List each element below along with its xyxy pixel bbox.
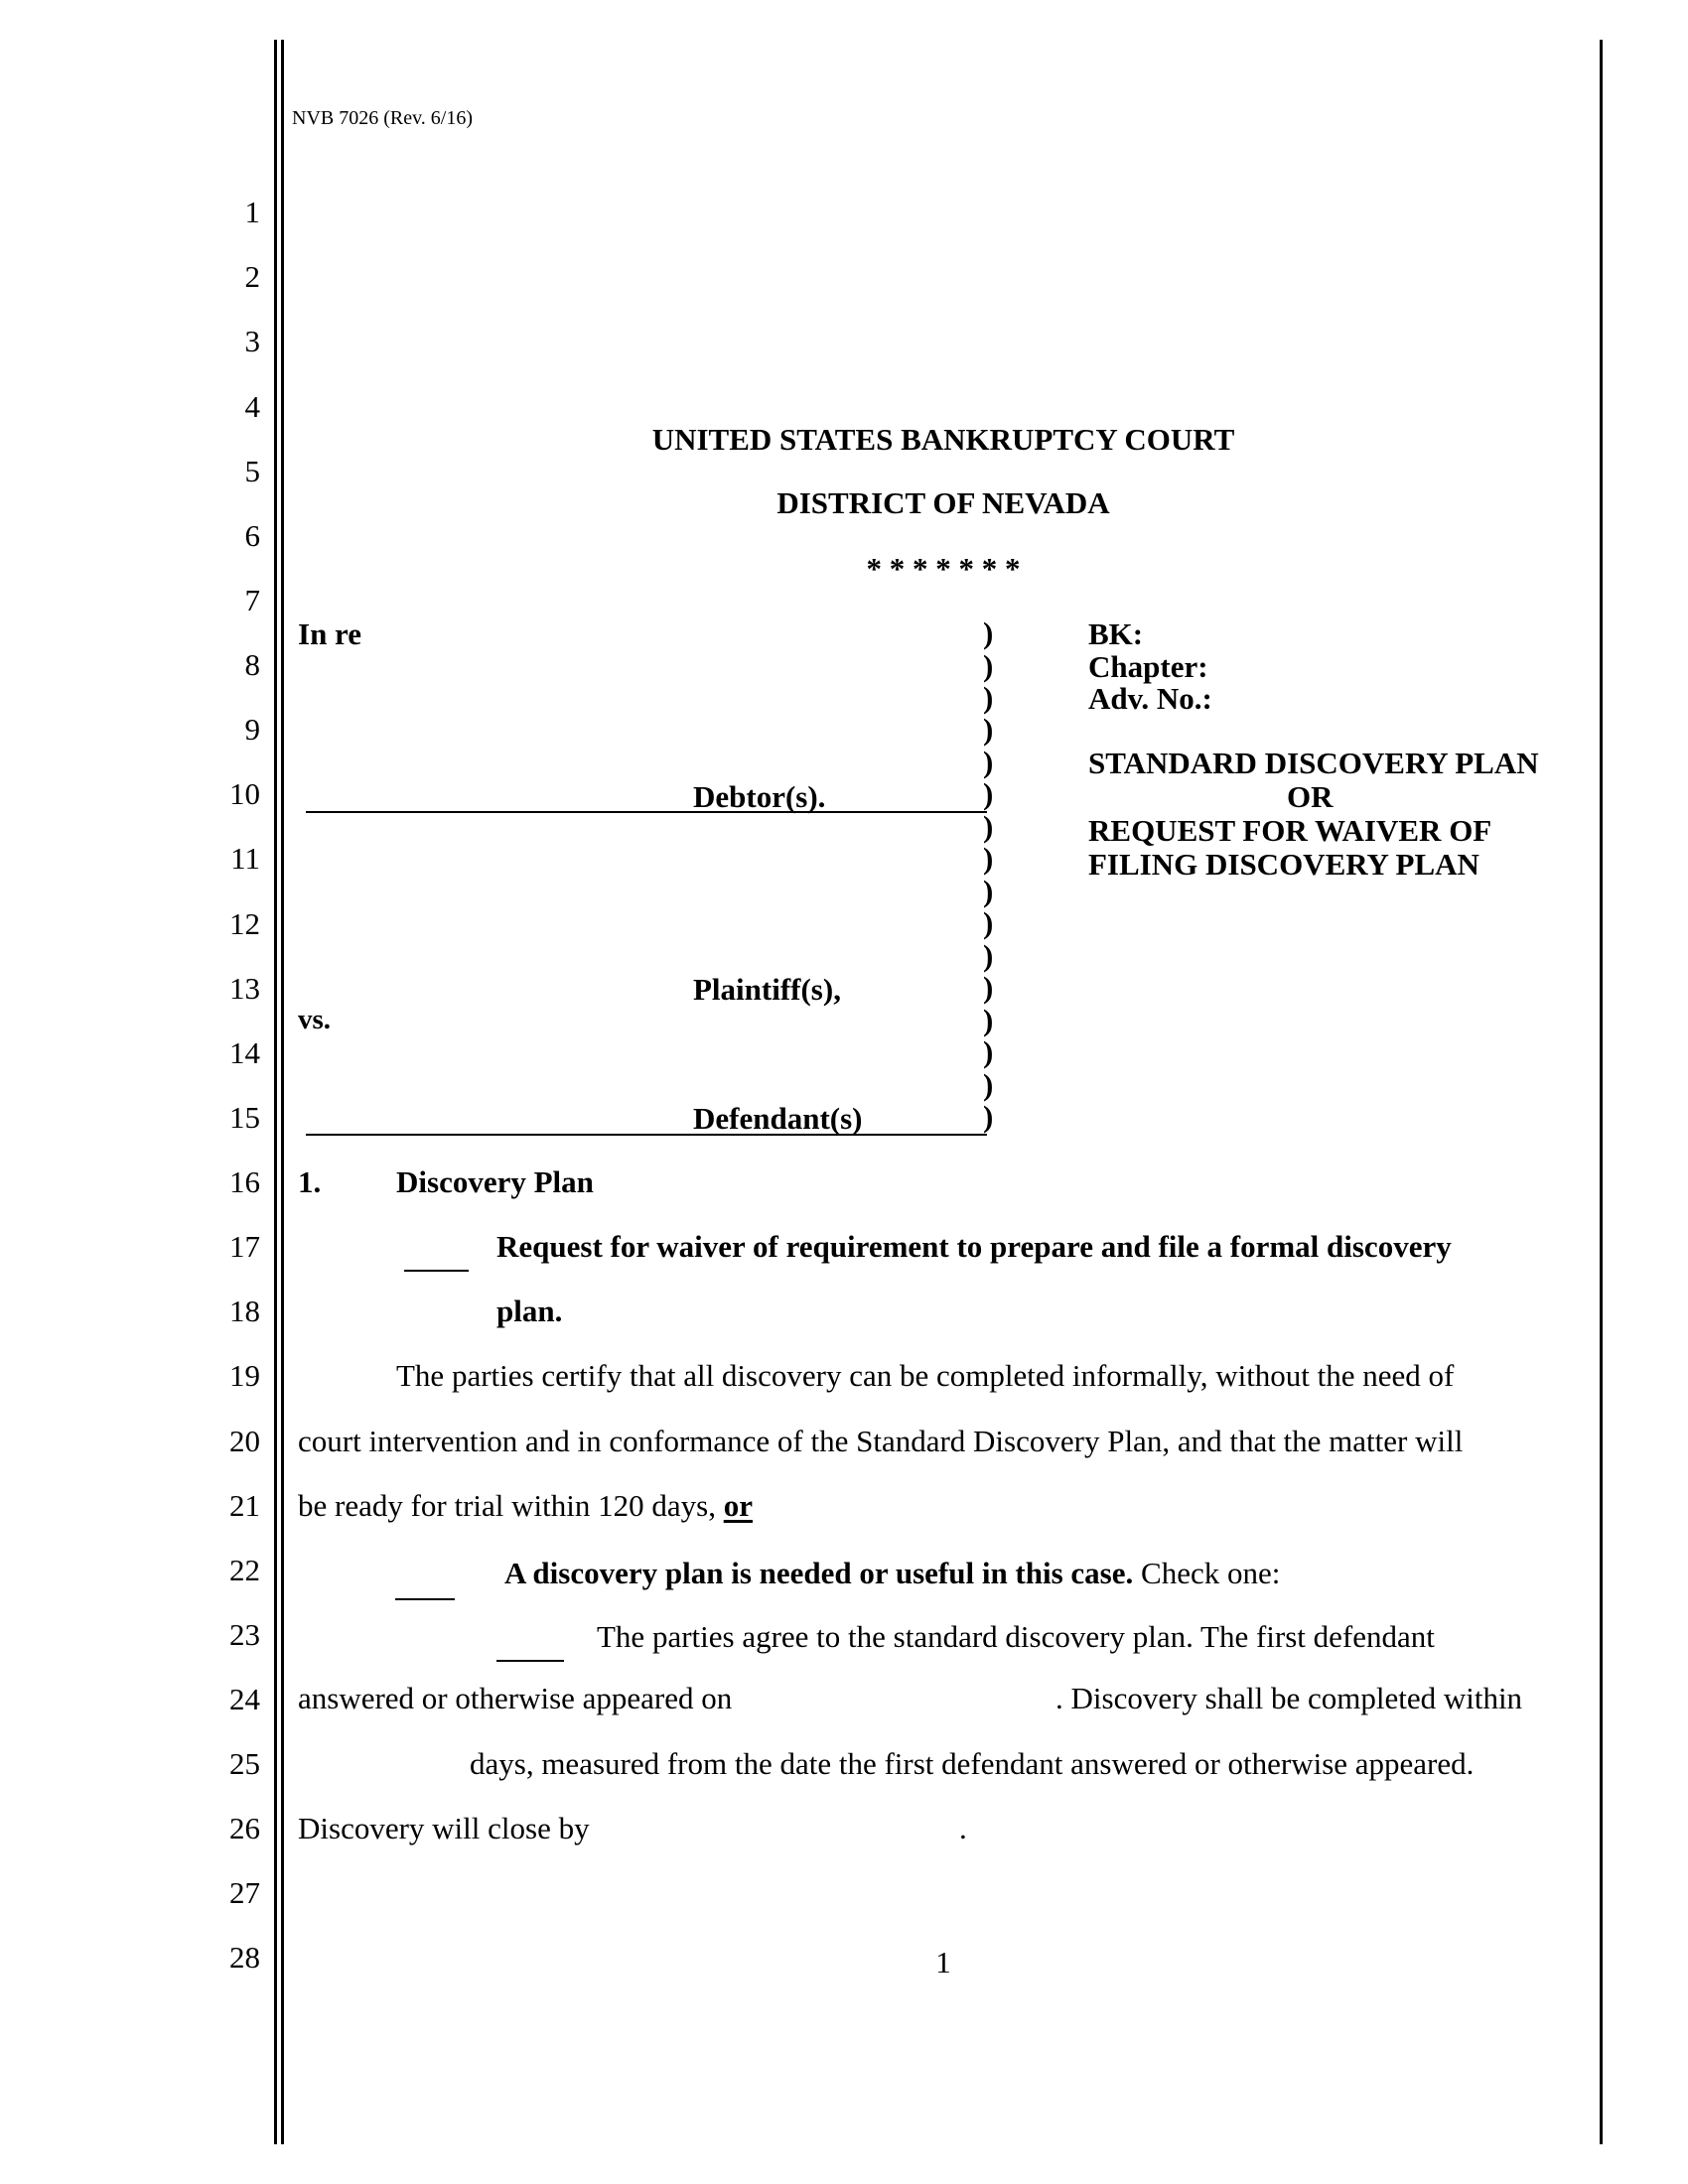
agree-line4-end: . [959, 1811, 967, 1845]
agree-line2-start: answered or otherwise appeared on [298, 1681, 733, 1715]
needed-checkbox-blank[interactable] [395, 1598, 455, 1600]
left-margin-rule-inner [281, 40, 284, 2144]
certify-line3-text: be ready for trial within 120 days, [298, 1488, 716, 1523]
caption-paren: ) [983, 938, 994, 973]
line-number: 9 [244, 712, 260, 747]
line-number: 14 [229, 1035, 260, 1070]
line-number: 20 [229, 1424, 260, 1458]
certify-line1: The parties certify that all discovery can be completed informally, without the need of [396, 1358, 1455, 1393]
caption-paren: ) [983, 776, 994, 811]
waiver-option-line1: Request for waiver of requirement to prepare and file a formal discovery [496, 1229, 1452, 1264]
waiver-option-line2: plan. [496, 1294, 563, 1328]
line-number: 18 [229, 1294, 260, 1328]
or-connector: or [723, 1488, 753, 1523]
document-title-line2: OR [1287, 779, 1334, 814]
right-margin-rule [1600, 40, 1603, 2144]
line-number: 19 [229, 1358, 260, 1393]
agree-line2-end: . Discovery shall be completed within [1055, 1681, 1523, 1715]
caption-paren: ) [983, 648, 994, 683]
line-number: 6 [244, 518, 260, 553]
line-number: 4 [244, 389, 260, 424]
caption-paren: ) [983, 970, 994, 1005]
form-id: NVB 7026 (Rev. 6/16) [292, 107, 474, 129]
waiver-checkbox-blank[interactable] [404, 1270, 469, 1272]
agree-line1: The parties agree to the standard discovery plan. The first defendant [597, 1619, 1435, 1654]
page-number: 1 [935, 1945, 951, 1979]
line-number: 22 [229, 1553, 260, 1587]
line-number: 8 [244, 647, 260, 682]
caption-paren: ) [983, 1067, 994, 1102]
plaintiff-label: Plaintiff(s), [693, 972, 841, 1007]
certify-line2: court intervention and in conformance of the Standard Discovery Plan, and that the matter will [298, 1424, 1464, 1458]
caption-paren: ) [983, 680, 994, 715]
agree-line3: days, measured from the date the first defendant answered or otherwise appeared. [470, 1746, 1475, 1781]
document-title-line4: FILING DISCOVERY PLAN [1088, 847, 1479, 882]
caption-paren: ) [983, 905, 994, 940]
line-number: 16 [229, 1164, 260, 1199]
caption-paren: ) [983, 712, 994, 747]
caption-paren: ) [983, 745, 994, 779]
caption-paren: ) [983, 874, 994, 908]
check-one-text: Check one: [1141, 1556, 1281, 1590]
caption-paren: ) [983, 841, 994, 876]
caption-paren: ) [983, 1099, 994, 1134]
line-number: 7 [244, 583, 260, 617]
debtor-name-line [306, 811, 987, 813]
agree-line4-start: Discovery will close by [298, 1811, 590, 1845]
line-number: 12 [229, 906, 260, 941]
line-number: 3 [244, 324, 260, 358]
caption-paren: ) [983, 1003, 994, 1037]
caption-paren: ) [983, 1034, 994, 1069]
document-title-line1: STANDARD DISCOVERY PLAN [1088, 746, 1539, 780]
line-number: 1 [244, 195, 260, 229]
separator-stars: * * * * * * * [866, 551, 1021, 586]
defendant-name-line [306, 1134, 987, 1136]
caption-paren: ) [983, 809, 994, 844]
bk-label: BK: [1088, 616, 1144, 651]
line-number: 25 [229, 1746, 260, 1781]
needed-option-line [504, 1557, 1280, 1590]
line-number: 23 [229, 1617, 260, 1652]
line-number: 27 [229, 1875, 260, 1910]
section-heading: Discovery Plan [396, 1164, 594, 1199]
line-number: 10 [229, 776, 260, 811]
needed-option-bold: A discovery plan is needed or useful in this case. [504, 1556, 1134, 1590]
district-name: DISTRICT OF NEVADA [776, 485, 1110, 520]
line-number: 11 [230, 841, 260, 876]
adv-no-label: Adv. No.: [1088, 681, 1212, 716]
document-title-line3: REQUEST FOR WAIVER OF [1088, 813, 1492, 848]
line-number: 2 [244, 259, 260, 294]
line-number: 17 [229, 1229, 260, 1264]
caption-paren: ) [983, 615, 994, 650]
line-number: 21 [229, 1488, 260, 1523]
line-number: 5 [244, 454, 260, 488]
line-number: 24 [229, 1682, 260, 1716]
vs-label: vs. [298, 1004, 332, 1035]
court-name: UNITED STATES BANKRUPTCY COURT [651, 422, 1235, 457]
line-number: 28 [229, 1940, 260, 1975]
line-number: 15 [229, 1100, 260, 1135]
debtor-label: Debtor(s). [693, 779, 826, 814]
line-number: 26 [229, 1811, 260, 1845]
document-title [1088, 747, 1585, 882]
in-re-label: In re [298, 616, 362, 651]
line-number: 13 [229, 971, 260, 1006]
defendant-label: Defendant(s) [693, 1101, 863, 1136]
section-number: 1. [298, 1164, 322, 1199]
chapter-label: Chapter: [1088, 649, 1208, 684]
certify-line3 [298, 1489, 753, 1523]
left-margin-rule-outer [274, 40, 277, 2144]
standard-plan-checkbox-blank[interactable] [496, 1660, 564, 1662]
